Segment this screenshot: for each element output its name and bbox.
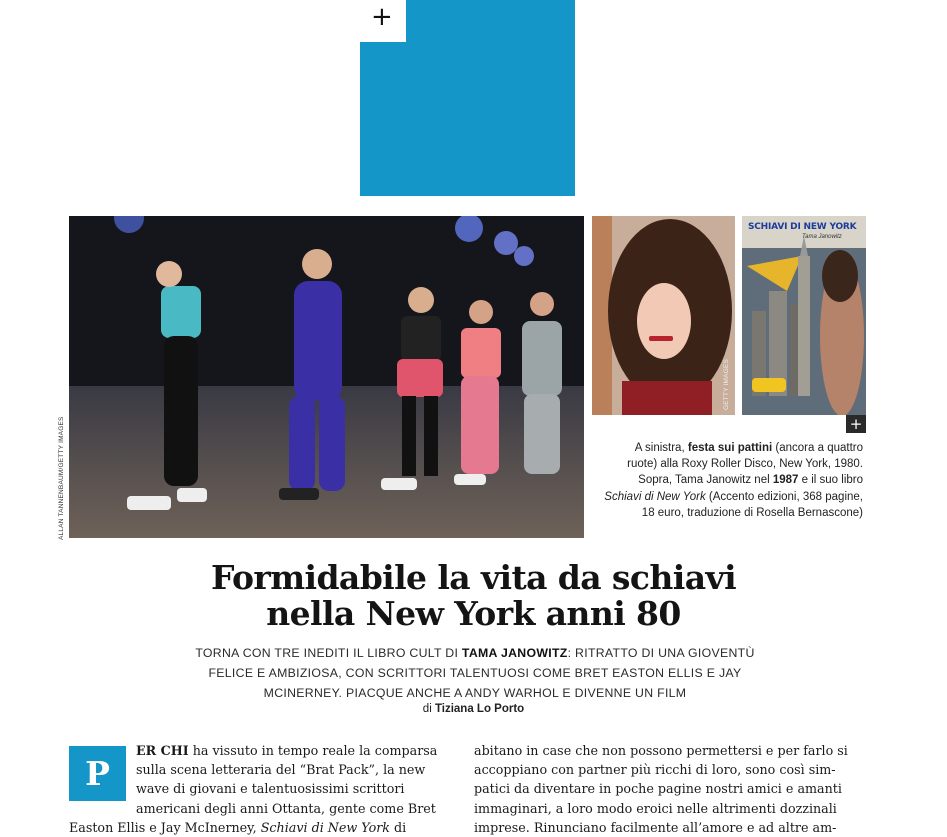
headline-line: nella New York anni 80 xyxy=(266,594,681,633)
byline xyxy=(0,703,947,715)
section-topic: FUMETTI xyxy=(877,155,925,167)
caption-text: (ancora a quattro ruote) alla Roxy Roller Disco, New York, 1980. Sopra, Tama Janowitz nel xyxy=(627,442,863,487)
body-column-right xyxy=(474,741,870,837)
body-text: Easton Ellis e Jay McInerney, xyxy=(69,819,261,835)
caption-bold: 1987 xyxy=(772,474,799,487)
headline-line: Formidabile la vita da schiavi xyxy=(210,558,737,597)
body-line: immaginari, a loro modo eroici nelle altrimenti dozzinali xyxy=(474,800,837,816)
body-line: patici da diventare in poche pagine nostri amici e amanti xyxy=(474,781,842,797)
book-cover-title: SCHIAVI DI NEW YORK xyxy=(748,222,857,232)
plus-icon: + xyxy=(371,2,393,32)
book-cover-author: Tama Janowitz xyxy=(802,234,842,240)
body-line: americani degli anni Ottanta, gente come Bret xyxy=(136,800,436,816)
body-column-left xyxy=(69,741,458,837)
portrait-illustration xyxy=(592,216,735,415)
body-line: accoppiano con partner più ricchi di loro, sono così sim- xyxy=(474,762,836,778)
body-line: imprese. Rinunciano facilmente all’amore e ad altre am- xyxy=(474,819,837,835)
photo-caption xyxy=(603,440,863,521)
roller-disco-illustration xyxy=(69,216,584,538)
photo-credit: ALLAN TANNENBAUM/GETTY IMAGES xyxy=(58,416,65,540)
body-text: ha vissuto in tempo reale la comparsa xyxy=(188,743,438,758)
byline-author: Tiziana Lo Porto xyxy=(434,703,525,715)
caption-book-title: Schiavi di New York xyxy=(604,490,706,503)
portrait-photo xyxy=(592,216,735,415)
body-text: di xyxy=(389,819,407,835)
body-line: wave di giovani e talentuosissimi scrittori xyxy=(136,781,405,797)
body-line xyxy=(69,818,458,837)
drop-cap: P xyxy=(69,746,126,801)
plus-icon: + xyxy=(846,415,866,433)
byline-prefix: di xyxy=(422,703,435,715)
standfirst-text: TORNA CON TRE INEDITI IL LIBRO CULT DI xyxy=(195,646,462,660)
section-topic: ARTE xyxy=(895,140,925,152)
section-topic: FOTOGRAFIA xyxy=(852,170,925,182)
caption-text: A sinistra, xyxy=(634,442,688,454)
section-topic: LIBRI xyxy=(896,125,925,137)
body-lead: ER CHI xyxy=(136,743,189,758)
caption-text: (Accento edizioni, 368 pagine, 18 euro, traduzione di Rosella Bernascone) xyxy=(641,490,863,519)
standfirst-text: : RITRATTO DI UNA GIOVENTÙ FELICE E AMBIZIOSA, CON SCRITTORI TALENTUOSI COME BRET EASTON ELLIS E JAY MCINERNEY. PIACQUE ANCHE A ANDY WARHOL E DIVENNE UN FILM xyxy=(208,646,755,700)
book-cover xyxy=(742,216,866,415)
caption-bold: festa sui pattini xyxy=(687,442,773,454)
book-cover-illustration xyxy=(742,216,866,415)
caption-text: e il suo libro xyxy=(798,474,863,487)
article-standfirst xyxy=(180,643,770,703)
photo-credit: GETTY IMAGES xyxy=(723,358,730,410)
section-title: CULTURA xyxy=(819,93,925,119)
roller-disco-photo xyxy=(69,216,584,538)
section-topics xyxy=(853,124,925,184)
standfirst-bold: TAMA JANOWITZ xyxy=(461,646,568,660)
body-line: abitano in case che non possono permettersi e per farlo si xyxy=(474,743,848,758)
article-headline xyxy=(0,560,947,632)
body-line: sulla scena letteraria del “Brat Pack”, la new xyxy=(136,762,426,778)
body-book-title: Schiavi di New York xyxy=(260,819,390,835)
body-line xyxy=(69,741,458,760)
